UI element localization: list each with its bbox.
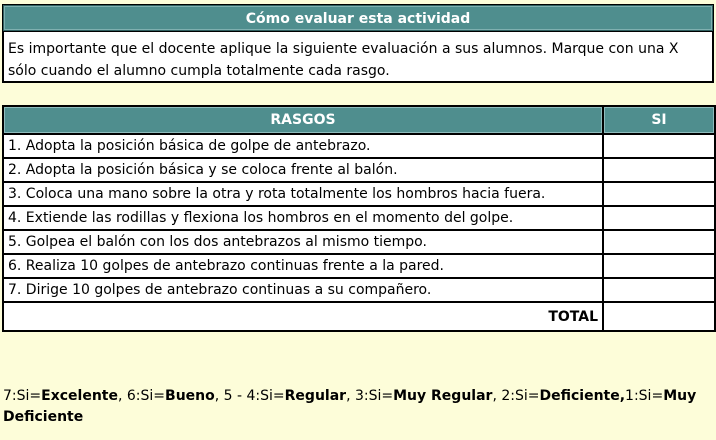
- legend-prefix: 2:Si=: [501, 388, 540, 404]
- legend-separator: ,: [492, 388, 502, 404]
- intro-title: Cómo evaluar esta actividad: [4, 6, 712, 30]
- rasgo-cell: 7. Dirige 10 golpes de antebrazo continuas a su compañero.: [3, 278, 603, 302]
- legend-prefix: 6:Si=: [126, 388, 166, 404]
- rasgo-cell: 4. Extiende las rodillas y flexiona los hombros en el momento del golpe.: [3, 206, 603, 230]
- si-cell[interactable]: [603, 254, 715, 278]
- header-rasgos: RASGOS: [3, 106, 603, 134]
- table-row: [3, 278, 715, 302]
- table-row: [3, 206, 715, 230]
- table-row: [3, 158, 715, 182]
- si-cell[interactable]: [603, 230, 715, 254]
- legend-label: Deficiente,: [539, 388, 626, 404]
- legend-label: Bueno: [165, 388, 215, 404]
- evaluation-intro-box: [2, 4, 714, 83]
- si-cell[interactable]: [603, 158, 715, 182]
- rasgo-cell: 1. Adopta la posición básica de golpe de antebrazo.: [3, 134, 603, 158]
- legend-prefix: 1:Si=: [625, 388, 664, 404]
- rasgo-cell: 6. Realiza 10 golpes de antebrazo continuas frente a la pared.: [3, 254, 603, 278]
- table-row: [3, 254, 715, 278]
- rubric-table: [2, 105, 716, 332]
- total-value-cell[interactable]: [603, 302, 715, 331]
- legend-prefix: 7:Si=: [3, 388, 42, 404]
- rasgo-cell: 5. Golpea el balón con los dos antebrazos al mismo tiempo.: [3, 230, 603, 254]
- legend-label: Excelente: [41, 388, 118, 404]
- table-header-row: [3, 106, 715, 134]
- table-row: [3, 182, 715, 206]
- rasgo-cell: 3. Coloca una mano sobre la otra y rota totalmente los hombros hacia fuera.: [3, 182, 603, 206]
- rasgo-cell: 2. Adopta la posición básica y se coloca frente al balón.: [3, 158, 603, 182]
- legend-label: Muy Regular: [393, 388, 493, 404]
- legend-prefix: 5 - 4:Si=: [223, 388, 285, 404]
- legend-separator: ,: [346, 388, 355, 404]
- total-row: [3, 302, 715, 331]
- si-cell[interactable]: [603, 278, 715, 302]
- intro-text: Es importante que el docente aplique la siguiente evaluación a sus alumnos. Marque con una X sólo cuando el alumno cumpla totalmente cada rasgo.: [4, 30, 712, 82]
- si-cell[interactable]: [603, 182, 715, 206]
- si-cell[interactable]: [603, 134, 715, 158]
- legend-separator: ,: [214, 388, 224, 404]
- si-cell[interactable]: [603, 206, 715, 230]
- header-si: SI: [603, 106, 715, 134]
- score-legend: [3, 386, 713, 428]
- legend-label: Muy Deficiente: [3, 388, 697, 425]
- legend-separator: ,: [117, 388, 127, 404]
- table-row: [3, 230, 715, 254]
- total-label: TOTAL: [3, 302, 603, 331]
- legend-prefix: 3:Si=: [354, 388, 394, 404]
- table-row: [3, 134, 715, 158]
- legend-label: Regular: [284, 388, 347, 404]
